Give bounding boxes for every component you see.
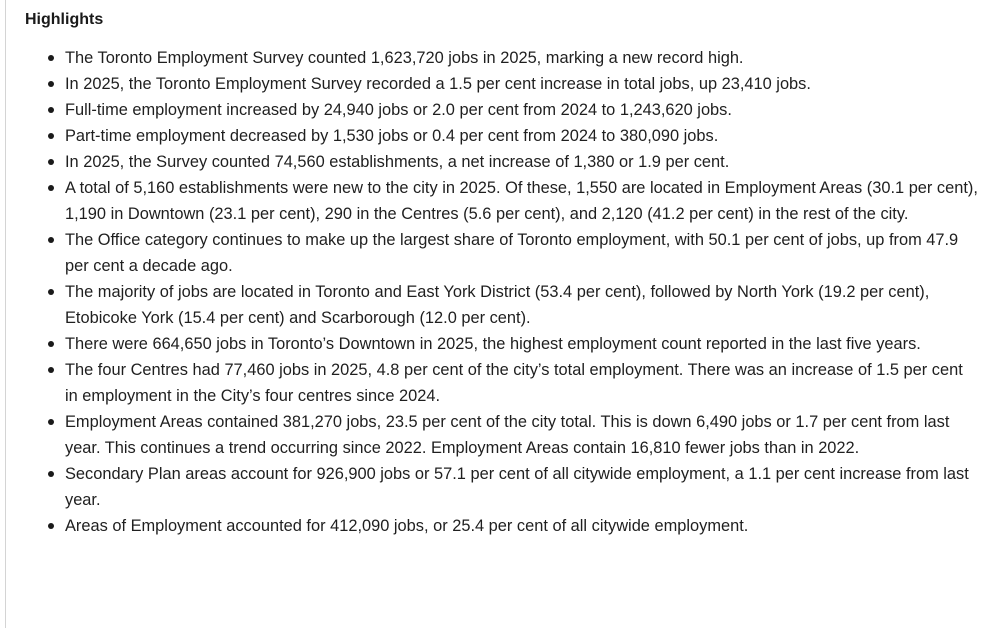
list-item	[25, 461, 980, 513]
list-item	[25, 71, 980, 97]
list-item	[25, 45, 980, 71]
highlights-panel	[25, 9, 980, 539]
bullet-icon	[48, 55, 54, 61]
bullet-icon	[48, 133, 54, 139]
list-item	[25, 149, 980, 175]
list-item-text: Full-time employment increased by 24,940 jobs or 2.0 per cent from 2024 to 1,243,620 jobs.	[65, 101, 732, 119]
bullet-icon	[48, 471, 54, 477]
bullet-icon	[48, 289, 54, 295]
list-item-text: Areas of Employment accounted for 412,090 jobs, or 25.4 per cent of all citywide employment.	[65, 517, 749, 535]
list-item-text: There were 664,650 jobs in Toronto’s Downtown in 2025, the highest employment count reported in the last five years.	[65, 335, 921, 353]
bullet-icon	[48, 107, 54, 113]
list-item-text: Part-time employment decreased by 1,530 jobs or 0.4 per cent from 2024 to 380,090 jobs.	[65, 127, 719, 145]
list-item	[25, 513, 980, 539]
bullet-icon	[48, 81, 54, 87]
list-item	[25, 227, 980, 279]
list-item-text: The Toronto Employment Survey counted 1,623,720 jobs in 2025, marking a new record high.	[65, 49, 744, 67]
list-item	[25, 331, 980, 357]
list-item-text: A total of 5,160 establishments were new to the city in 2025. Of these, 1,550 are located in Employment Areas (30.1 per cent), 1,190 in Downtown (23.1 per cent), 290 in the Centres (5.6 per cent), and 2,120 (41.2 per cent) in the rest of the city.	[65, 179, 978, 223]
highlights-list	[25, 45, 980, 539]
bullet-icon	[48, 419, 54, 425]
panel-left-border	[5, 0, 6, 628]
bullet-icon	[48, 367, 54, 373]
list-item-text: In 2025, the Toronto Employment Survey recorded a 1.5 per cent increase in total jobs, up 23,410 jobs.	[65, 75, 811, 93]
bullet-icon	[48, 237, 54, 243]
list-item	[25, 279, 980, 331]
list-item-text: The four Centres had 77,460 jobs in 2025, 4.8 per cent of the city’s total employment. There was an increase of 1.5 per cent in employment in the City’s four centres since 2024.	[65, 361, 963, 405]
bullet-icon	[48, 523, 54, 529]
bullet-icon	[48, 185, 54, 191]
list-item	[25, 175, 980, 227]
list-item-text: The majority of jobs are located in Toronto and East York District (53.4 per cent), followed by North York (19.2 per cent), Etobicoke York (15.4 per cent) and Scarborough (12.0 per cent).	[65, 283, 930, 327]
list-item-text: In 2025, the Survey counted 74,560 establishments, a net increase of 1,380 or 1.9 per cent.	[65, 153, 730, 171]
list-item	[25, 357, 980, 409]
list-item	[25, 97, 980, 123]
list-item	[25, 123, 980, 149]
bullet-icon	[48, 341, 54, 347]
bullet-icon	[48, 159, 54, 165]
list-item	[25, 409, 980, 461]
list-item-text: The Office category continues to make up the largest share of Toronto employment, with 50.1 per cent of jobs, up from 47.9 per cent a decade ago.	[65, 231, 959, 275]
list-item-text: Secondary Plan areas account for 926,900 jobs or 57.1 per cent of all citywide employment, a 1.1 per cent increase from last year.	[65, 465, 969, 509]
section-title: Highlights	[25, 11, 104, 28]
list-item-text: Employment Areas contained 381,270 jobs, 23.5 per cent of the city total. This is down 6,490 jobs or 1.7 per cent from last year. This continues a trend occurring since 2022. Employment Areas contain 16,810 fewer jobs than in 2022.	[65, 413, 950, 457]
